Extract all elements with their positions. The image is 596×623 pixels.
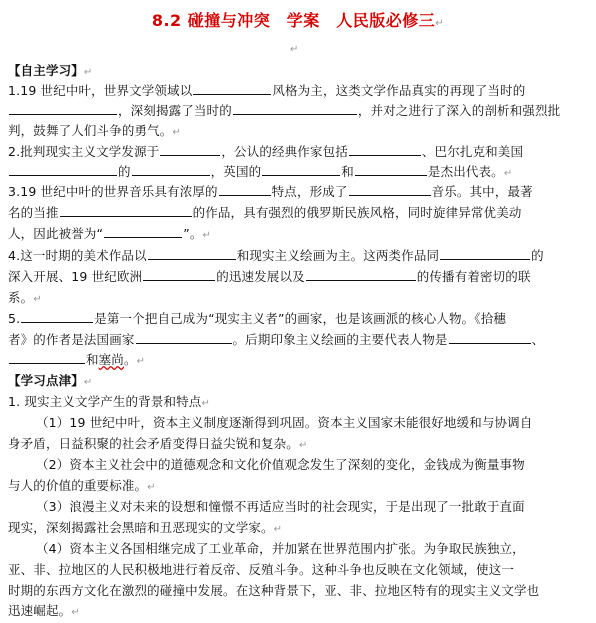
answer-blank[interactable] [60, 203, 192, 217]
paragraph-mark-icon: ↵ [273, 524, 283, 535]
paragraph-mark-icon: ↵ [83, 377, 93, 388]
text: （4）资本主义各国相继完成了工业革命，并加紧在世界范围内扩张。为争取民族独立， [36, 541, 525, 556]
text: 1. 现实主义文学产生的背景和特点 [8, 394, 202, 409]
paragraph-mark-icon: ↵ [290, 44, 299, 55]
text: 是杰出代表。 [427, 164, 504, 179]
answer-blank[interactable] [449, 330, 531, 344]
point-2-line-2 [8, 476, 590, 498]
text: 的 [118, 164, 131, 179]
question-4-line-2 [8, 267, 590, 287]
answer-blank[interactable] [104, 224, 182, 238]
point-4-line-1 [36, 539, 590, 559]
answer-blank[interactable] [143, 267, 215, 281]
section-heading-self-study [8, 61, 590, 83]
paragraph-mark-icon: ↵ [33, 294, 42, 305]
text: 时期的东西方文化在激烈的碰撞中发展。在这种背景下，亚、非、拉地区特有的现实主义文学也 [8, 583, 540, 598]
question-3-line-3 [8, 224, 590, 246]
text: 和 [341, 164, 354, 179]
text: 迅速崛起。 [8, 603, 72, 618]
answer-blank[interactable] [136, 330, 232, 344]
text: 风格为主，这类文学作品真实的再现了当时的 [272, 83, 526, 98]
section-heading-study-tips [8, 371, 590, 393]
answer-blank[interactable] [193, 81, 271, 95]
question-3-line-2 [8, 203, 590, 223]
question-2-line-1 [8, 142, 590, 162]
text: 的传播有着密切的联 [416, 269, 531, 284]
text: 与人的价值的重要标准。 [8, 478, 148, 493]
point-1-line-1 [36, 413, 590, 433]
paragraph-mark-icon: ↵ [172, 127, 181, 138]
question-3-line-1 [8, 182, 590, 202]
paragraph-mark-icon: ↵ [503, 168, 513, 179]
text: 深入开展、19 世纪欧洲 [8, 269, 143, 284]
question-4-line-1 [8, 246, 590, 266]
point-2-line-1 [36, 455, 590, 475]
text: 判，鼓舞了人们斗争的勇气。 [8, 123, 173, 138]
answer-blank[interactable] [9, 162, 117, 176]
answer-blank[interactable] [148, 246, 236, 260]
text: ”。 [183, 226, 203, 241]
text: 音乐。其中，最著 [431, 184, 533, 199]
text: 和 [86, 352, 99, 367]
answer-blank[interactable] [132, 162, 210, 176]
answer-blank[interactable] [349, 142, 421, 156]
text: 、 [531, 332, 545, 347]
answer-blank[interactable] [9, 101, 117, 115]
question-2-line-2 [8, 162, 590, 184]
point-1-line-2 [8, 434, 590, 456]
text: 者》的作者是法国画家 [8, 332, 135, 347]
text: 。后期印象主义绘画的主要代表人物是 [232, 332, 448, 347]
text: 的迅速发展以及 [216, 269, 305, 284]
text: 、巴尔扎克和美国 [421, 144, 524, 159]
point-3-line-1 [36, 497, 590, 517]
text: （3）浪漫主义对未来的设想和憧憬不再适应当时的社会现实，于是出现了一批敢于直面 [36, 499, 525, 514]
text: 是第一个把自己成为“现实主义者”的画家，也是该画派的核心人物。《拾穗 [94, 311, 507, 326]
point-3-line-2 [8, 518, 590, 540]
heading-text: 【学习点津】 [8, 373, 84, 388]
answer-blank[interactable] [306, 267, 416, 281]
empty-line [290, 38, 590, 60]
text: 和现实主义绘画为主。这两类作品同 [236, 248, 440, 263]
question-5-line-1 [8, 309, 590, 329]
text: 3.19 世纪中叶的世界音乐具有浓厚的 [8, 184, 218, 199]
question-5-line-3 [8, 350, 590, 372]
point-4-line-4 [8, 601, 590, 623]
text: 系。 [8, 290, 34, 305]
paragraph-mark-icon: ↵ [83, 67, 93, 78]
document-title [0, 8, 596, 31]
paragraph-mark-icon: ↵ [201, 398, 210, 409]
text: 特点，形成了 [271, 184, 348, 199]
text: 人，因此被誉为“ [8, 226, 104, 241]
answer-blank[interactable] [355, 162, 427, 176]
question-4-line-3 [8, 288, 590, 310]
point-heading [8, 392, 590, 414]
paragraph-mark-icon: ↵ [202, 230, 211, 241]
text: ，英国的 [210, 164, 262, 179]
text: ，并对之进行了深入的剖析和强烈批 [357, 103, 561, 118]
text: 的作品，具有强烈的俄罗斯民族风格，同时旋律异常优美动 [192, 205, 522, 220]
text: 4.这一时期的美术作品以 [8, 248, 147, 263]
text: 。 [123, 352, 137, 367]
answer-blank[interactable] [262, 162, 340, 176]
text: （2）资本主义社会中的道德观念和文化价值观念发生了深刻的变化，金钱成为衡量事物 [36, 457, 525, 472]
paragraph-mark-icon: ↵ [435, 18, 445, 29]
text: 现实，深刻揭露社会黑暗和丑恶现实的文学家。 [8, 520, 274, 535]
question-1-line-2 [8, 101, 590, 121]
text: 身矛盾，日益积聚的社会矛盾变得日益尖锐和复杂。 [8, 436, 299, 451]
title-text: 8.2 碰撞与冲突 学案 人民版必修三 [151, 11, 436, 30]
answer-blank[interactable] [219, 182, 271, 196]
text: 2.批判现实主义文学发源于 [8, 144, 160, 159]
question-1-line-1 [8, 81, 590, 101]
point-4-line-2 [8, 560, 590, 580]
text: ，公认的经典作家包括 [221, 144, 348, 159]
text: ，深刻揭露了当时的 [118, 103, 232, 118]
text: （1）19 世纪中叶，资本主义制度逐渐得到巩固。资本主义国家未能很好地缓和与协调自 [36, 415, 533, 430]
paragraph-mark-icon: ↵ [136, 356, 146, 367]
text: 1.19 世纪中叶，世界文学领域以 [8, 83, 193, 98]
answer-blank[interactable] [9, 350, 85, 364]
paragraph-mark-icon: ↵ [298, 440, 308, 451]
answer-blank[interactable] [160, 142, 220, 156]
text: 的 [531, 248, 544, 263]
text: 5. [8, 311, 21, 326]
heading-text: 【自主学习】 [8, 63, 84, 78]
text: 塞尚 [98, 352, 124, 367]
question-1-line-3 [8, 121, 590, 143]
answer-blank[interactable] [233, 101, 357, 115]
answer-blank[interactable] [21, 309, 93, 323]
paragraph-mark-icon: ↵ [147, 482, 156, 493]
text: 亚、非、拉地区的人民积极地进行着反帝、反殖斗争。这种斗争也反映在文化领域，使这一 [8, 562, 515, 577]
paragraph-mark-icon: ↵ [71, 607, 80, 618]
answer-blank[interactable] [349, 182, 431, 196]
question-5-line-2 [8, 330, 590, 350]
text: 名的当推 [8, 205, 59, 220]
answer-blank[interactable] [440, 246, 530, 260]
point-4-line-3 [8, 581, 590, 601]
